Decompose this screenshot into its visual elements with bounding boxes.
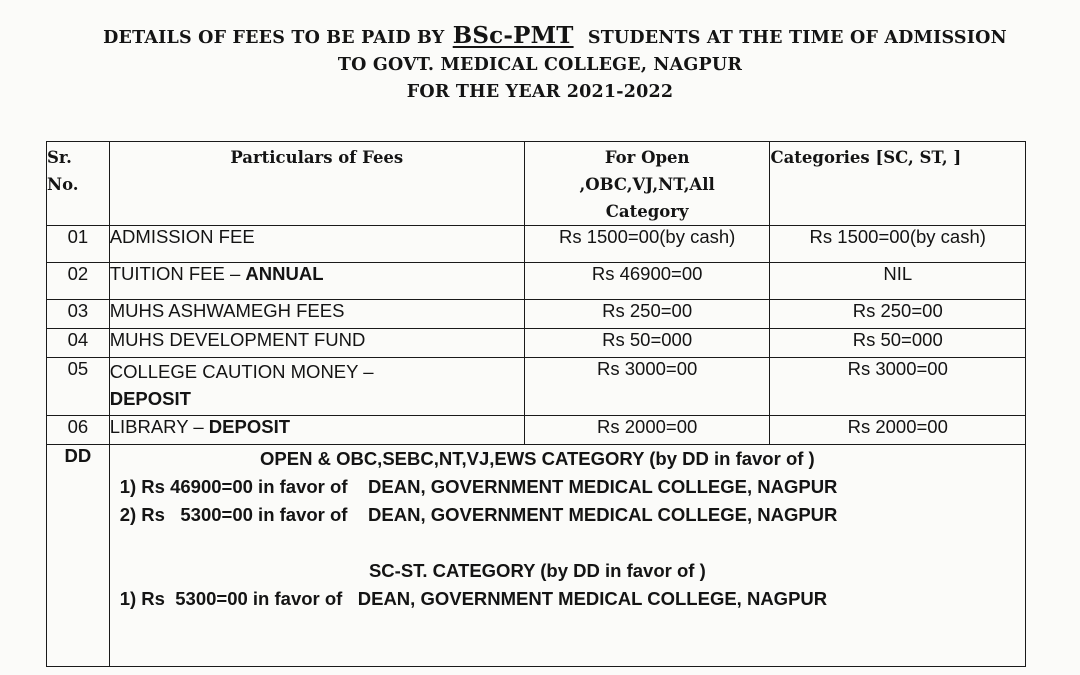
- dd-open-heading: OPEN & OBC,SEBC,NT,VJ,EWS CATEGORY (by DD in favor of ): [260, 448, 815, 469]
- sr-no-cell: 05: [47, 358, 110, 416]
- header-line-3: FOR THE YEAR 2021-2022: [406, 82, 674, 102]
- reserved-fee-cell: Rs 2000=00: [770, 416, 1026, 445]
- table-row: [47, 358, 1026, 416]
- dd-row: [47, 445, 1026, 667]
- table-row: [47, 300, 1026, 329]
- particular-cell: MUHS DEVELOPMENT FUND: [109, 329, 524, 358]
- dd-sc-heading: SC-ST. CATEGORY (by DD in favor of ): [368, 560, 706, 581]
- particular-cell: ADMISSION FEE: [109, 226, 524, 263]
- fees-table: [46, 141, 1026, 667]
- sr-no-cell: 02: [47, 263, 110, 300]
- reserved-fee-cell: Rs 1500=00(by cash): [770, 226, 1026, 263]
- column-header-reserved-category: Categories [SC, ST, ]: [770, 142, 1026, 226]
- sr-no-cell: 03: [47, 300, 110, 329]
- reserved-fee-cell: Rs 50=000: [770, 329, 1026, 358]
- dd-sc-item-1: 1) Rs 5300=00 in favor of DEAN, GOVERNMENT MEDICAL COLLEGE, NAGPUR: [119, 588, 828, 609]
- dd-instructions: [109, 445, 1025, 667]
- table-row: [47, 416, 1026, 445]
- column-header-particulars: Particulars of Fees: [109, 142, 524, 226]
- document-header: [0, 22, 1080, 106]
- course-name: BSc-PMT: [452, 22, 574, 49]
- open-fee-cell: Rs 50=000: [524, 329, 770, 358]
- open-fee-cell: Rs 1500=00(by cash): [524, 226, 770, 263]
- sr-no-cell: 06: [47, 416, 110, 445]
- open-fee-cell: Rs 250=00: [524, 300, 770, 329]
- header-line-2: TO GOVT. MEDICAL COLLEGE, NAGPUR: [337, 55, 743, 75]
- column-header-sr-no: Sr. No.: [47, 142, 110, 226]
- dd-open-item-2: 2) Rs 5300=00 in favor of DEAN, GOVERNMENT MEDICAL COLLEGE, NAGPUR: [119, 504, 838, 525]
- reserved-fee-cell: NIL: [770, 263, 1026, 300]
- table-header-row: [47, 142, 1026, 226]
- table-row: [47, 329, 1026, 358]
- sr-no-cell: 01: [47, 226, 110, 263]
- open-fee-cell: Rs 2000=00: [524, 416, 770, 445]
- open-fee-cell: Rs 3000=00: [524, 358, 770, 416]
- table-row: [47, 263, 1026, 300]
- particular-cell: LIBRARY – DEPOSIT: [109, 416, 524, 445]
- header-line-1: [0, 22, 1080, 52]
- reserved-fee-cell: Rs 250=00: [770, 300, 1026, 329]
- dd-label: DD: [47, 445, 110, 667]
- particular-cell: TUITION FEE – ANNUAL: [109, 263, 524, 300]
- sr-no-cell: 04: [47, 329, 110, 358]
- header-prefix: DETAILS OF FEES TO BE PAID BY: [103, 28, 445, 48]
- open-fee-cell: Rs 46900=00: [524, 263, 770, 300]
- particular-cell: COLLEGE CAUTION MONEY – DEPOSIT: [109, 358, 524, 416]
- particular-cell: MUHS ASHWAMEGH FEES: [109, 300, 524, 329]
- dd-open-item-1: 1) Rs 46900=00 in favor of DEAN, GOVERNMENT MEDICAL COLLEGE, NAGPUR: [119, 476, 838, 497]
- column-header-open-category: For Open ,OBC,VJ,NT,All Category: [524, 142, 770, 226]
- reserved-fee-cell: Rs 3000=00: [770, 358, 1026, 416]
- header-suffix: STUDENTS AT THE TIME OF ADMISSION: [587, 28, 1007, 48]
- table-row: [47, 226, 1026, 263]
